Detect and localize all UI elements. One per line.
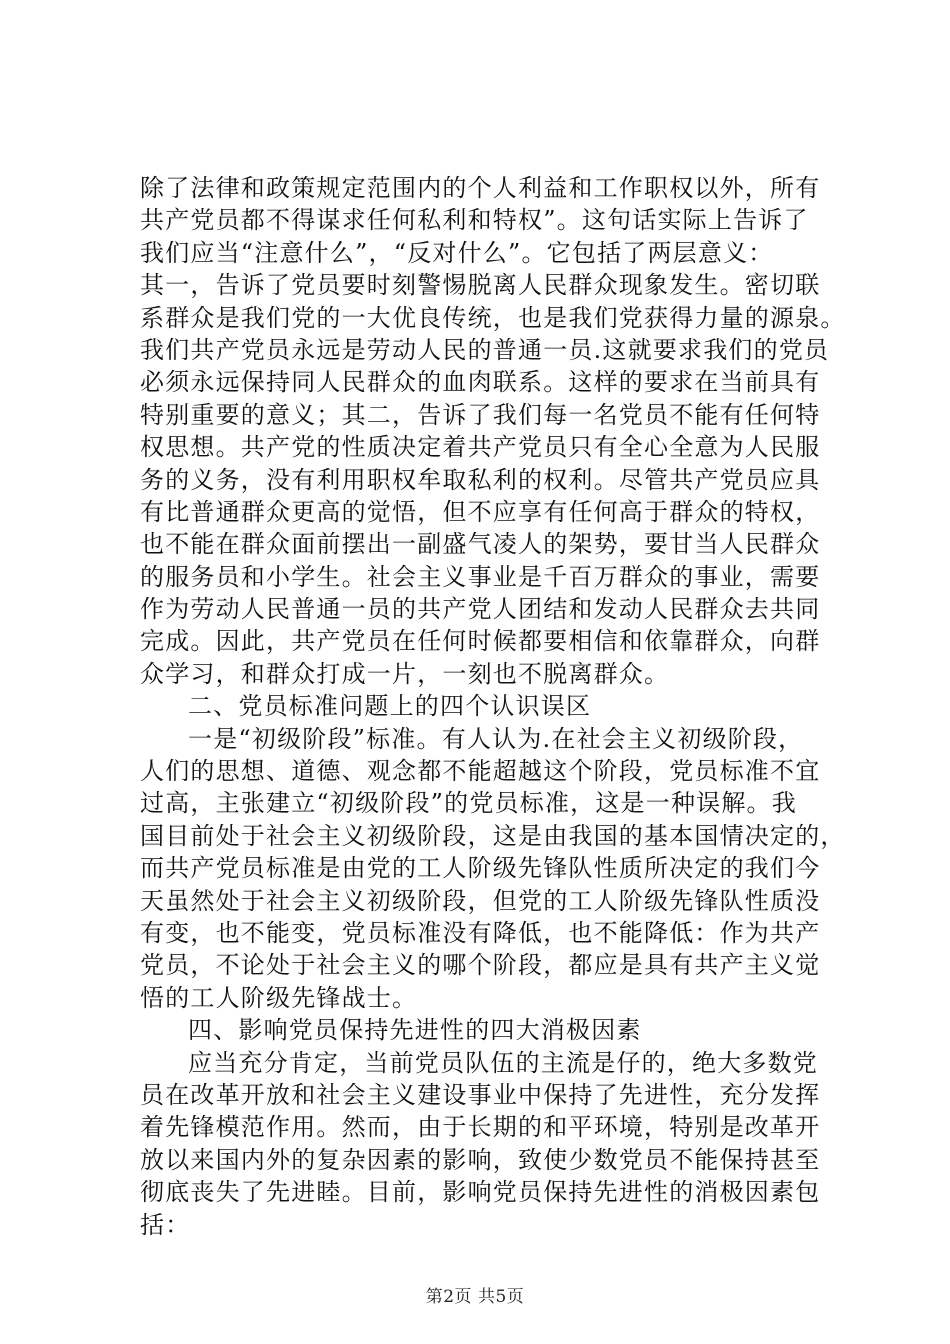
text-line: 二、党员标准问题上的四个认识误区 [188,692,592,721]
text-line: 特别重要的意义；其二，告诉了我们每一名党员不能有任何特 [140,400,821,429]
text-line: 系群众是我们党的一大优良传统，也是我们党获得力量的源泉。 [140,303,846,332]
text-line: 众学习，和群众打成一片，一刻也不脱离群众。 [140,659,670,688]
text-line: 应当充分肯定，当前党员队伍的主流是仔的，绝大多数党 [188,1048,818,1077]
document-body [140,172,846,1241]
text-line: 而共产党员标准是由党的工人阶级先锋队性质所决定的我们今 [140,854,821,883]
text-line: 我们共产党员永远是劳动人民的普通一员.这就要求我们的党员 [140,335,830,364]
text-line: 必须永远保持同人民群众的血肉联系。这样的要求在当前具有 [140,368,821,397]
text-line: 完成。因此，共产党员在任何时候都要相信和依靠群众，向群 [140,627,821,656]
text-line: 国目前处于社会主义初级阶段，这是由我国的基本国情决定的， [140,821,846,850]
text-line: 共产党员都不得谋求任何私利和特权”。这句话实际上告诉了 [140,206,809,235]
text-line: 除了法律和政策规定范围内的个人利益和工作职权以外，所有 [140,174,821,202]
text-line: 我们应当“注意什么”，“反对什么”。它包括了两层意义： [140,238,774,267]
text-line: 党员，不论处于社会主义的哪个阶段，都应是具有共产主义觉 [140,951,821,980]
text-line: 天虽然处于社会主义初级阶段，但党的工人阶级先锋队性质没 [140,886,821,915]
text-line: 放以来国内外的复杂因素的影响，致使少数党员不能保持甚至 [140,1145,821,1174]
text-line: 人们的思想、道德、观念都不能超越这个阶段，党员标准不宜 [140,757,821,786]
text-line: 有变，也不能变，党员标准没有降低，也不能降低：作为共产 [140,918,821,947]
text-line: 一是“初级阶段”标准。有人认为.在社会主义初级阶段， [188,724,804,753]
page-number-footer: 第2页 共5页 [425,1287,525,1307]
text-line: 权思想。共产党的性质决定着共产党员只有全心全意为人民服 [140,433,821,462]
text-line: 作为劳动人民普通一员的共产党人团结和发动人民群众去共同 [140,595,821,624]
text-line: 着先锋模范作用。然而，由于长期的和平环境，特别是改革开 [140,1113,821,1142]
text-line: 四、影响党员保持先进性的四大消极因素 [188,1016,642,1045]
text-line: 有比普通群众更高的觉悟，但不应享有任何高于群众的特权， [140,497,821,526]
text-line: 也不能在群众面前摆出一副盛气凌人的架势，要甘当人民群众 [140,530,821,559]
text-line: 过高，主张建立“初级阶段”的党员标准，这是一种误解。我 [140,789,797,818]
text-line: 员在改革开放和社会主义建设事业中保持了先进性，充分发挥 [140,1080,821,1109]
text-line: 悟的工人阶级先锋战士。 [140,983,418,1012]
text-line: 的服务员和小学生。社会主义事业是千百万群众的事业，需要 [140,562,821,591]
text-line: 括： [140,1210,191,1239]
text-line: 彻底丧失了先进睦。目前，影响党员保持先进性的消极因素包 [140,1178,821,1207]
text-line: 其一，告诉了党员要时刻警惕脱离人民群众现象发生。密切联 [140,271,821,300]
text-line: 务的义务，没有利用职权牟取私利的权利。尽管共产党员应具 [140,465,821,494]
